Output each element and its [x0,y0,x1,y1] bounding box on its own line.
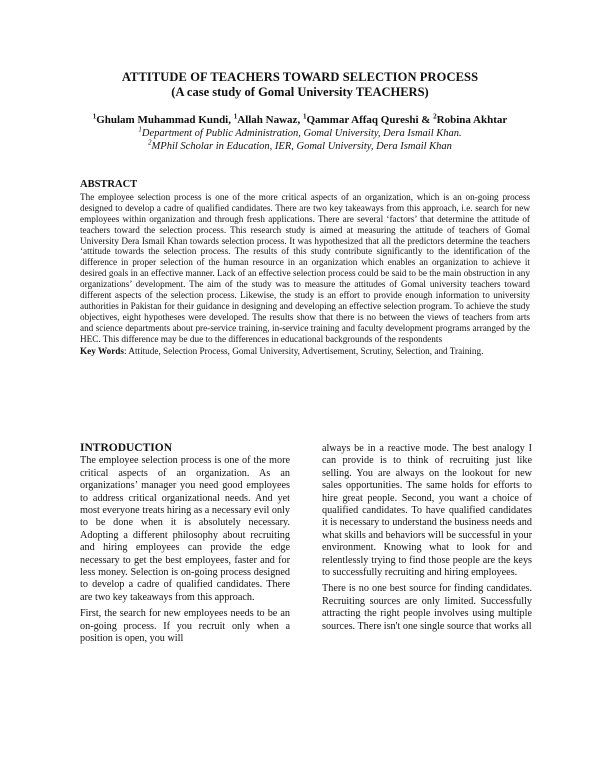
affiliation-1-mark: 1 [138,125,142,134]
abstract-heading: ABSTRACT [80,179,138,190]
keywords [80,346,530,357]
right-column [322,443,532,637]
affiliation-1-text: Department of Public Administration, Gomal University, Dera Ismail Khan. [141,128,462,139]
affiliation-1 [60,127,540,140]
author-list [60,113,540,127]
keywords-label: Key Words [80,345,124,356]
paper-subtitle: (A case study of Gomal University TEACHERS) [171,85,429,99]
author-3-name: Qammar Affaq Qureshi & [306,114,434,126]
paragraph: There is no one best source for finding candidates. Recruiting sources are only limited. Successfully attracting the right people involves using multiple sources. There isn't one single source that works all [322,583,532,632]
abstract-section [80,180,530,357]
title-block [60,70,540,100]
keywords-text: : Attitude, Selection Process, Gomal University, Advertisement, Scrutiny, Selection, and Training. [124,345,484,356]
author-1-affiliation-mark: 1 [92,112,97,121]
affiliation-2-text: MPhil Scholar in Education, IER, Gomal University, Dera Ismail Khan [151,141,452,152]
author-4-name: Robina Akhtar [436,114,508,126]
abstract-text: The employee selection process is one of the more critical aspects of an organization, which is an on-going process designed to develop a cadre of qualified candidates. There are two key takeaways from this approach, i.e. search for new employees within organization and through fresh applications. There are several ‘factors’ that determine the attitude of teachers toward the selection process. This research study is aimed at measuring the attitude of teachers of Gomal University Dera Ismail Khan towards selection process. It was hypothesized that all the predictors determine the teachers ‘attitude towards the selection process. The results of this study contribute significantly to the identification of the difference in proper selection of the human resource in an organization which enables an organization to achieve it desired goals in an effective manner. Lack of an effective selection process could be said to be the main obstruction in any organizations’ development. The aim of the study was to measure the attitudes of Gomal university teachers toward different aspects of the selection process. Likewise, the study is an effort to provide enough information to university authorities in Pakistan for their guidance in designing and developing an effective selection program. To achieve the study objectives, eight hypotheses were developed. The results show that there is no between the views of teachers from arts and science departments about pre-service training, in-service training and faculty development programs arranged by the HEC. This difference may be due to the differences in educational backgrounds of the respondents [80,191,530,344]
paragraph: always be in a reactive mode. The best analogy I can provide is to think of recruiting just like selling. You are always on the lookout for new sales opportunities. The same holds for efforts to hire great people. Second, you want a choice of qualified candidates. To have qualified candidates it is necessary to understand the business needs and what skills and behaviors will be successful in your environment. Knowing what to look for and relentlessly trying to find those people are the keys to successfully recruiting and hiring employees. [322,443,532,579]
paragraph: The employee selection process is one of the more critical aspects of an organization. As an organizations’ manager you need good employees to address critical organizational needs. And yet most everyone treats hiring as a necessary evil only to be done when it is absolutely necessary. Adopting a different philosophy about recruiting and hiring employees can provide the edge necessary to get the best employees, faster and for less money. Selection is on-going process designed to develop a cadre of qualified candidates. There are two key takeaways from this approach. [80,455,290,603]
introduction-heading: INTRODUCTION [80,442,173,454]
affiliation-2 [60,140,540,153]
left-column [80,442,290,650]
author-4-affiliation-mark: 2 [433,112,437,121]
author-3-affiliation-mark: 1 [302,112,307,121]
author-1-name: Ghulam Muhammad Kundi, [96,114,234,126]
paragraph: First, the search for new employees needs to be an on-going process. If you recruit only when a position is open, you will [80,608,290,645]
author-2-name: Allah Nawaz, [237,114,303,126]
paper-title: ATTITUDE OF TEACHERS TOWARD SELECTION PROCESS [121,70,479,84]
author-2-affiliation-mark: 1 [233,112,238,121]
affiliation-2-mark: 2 [148,138,152,147]
